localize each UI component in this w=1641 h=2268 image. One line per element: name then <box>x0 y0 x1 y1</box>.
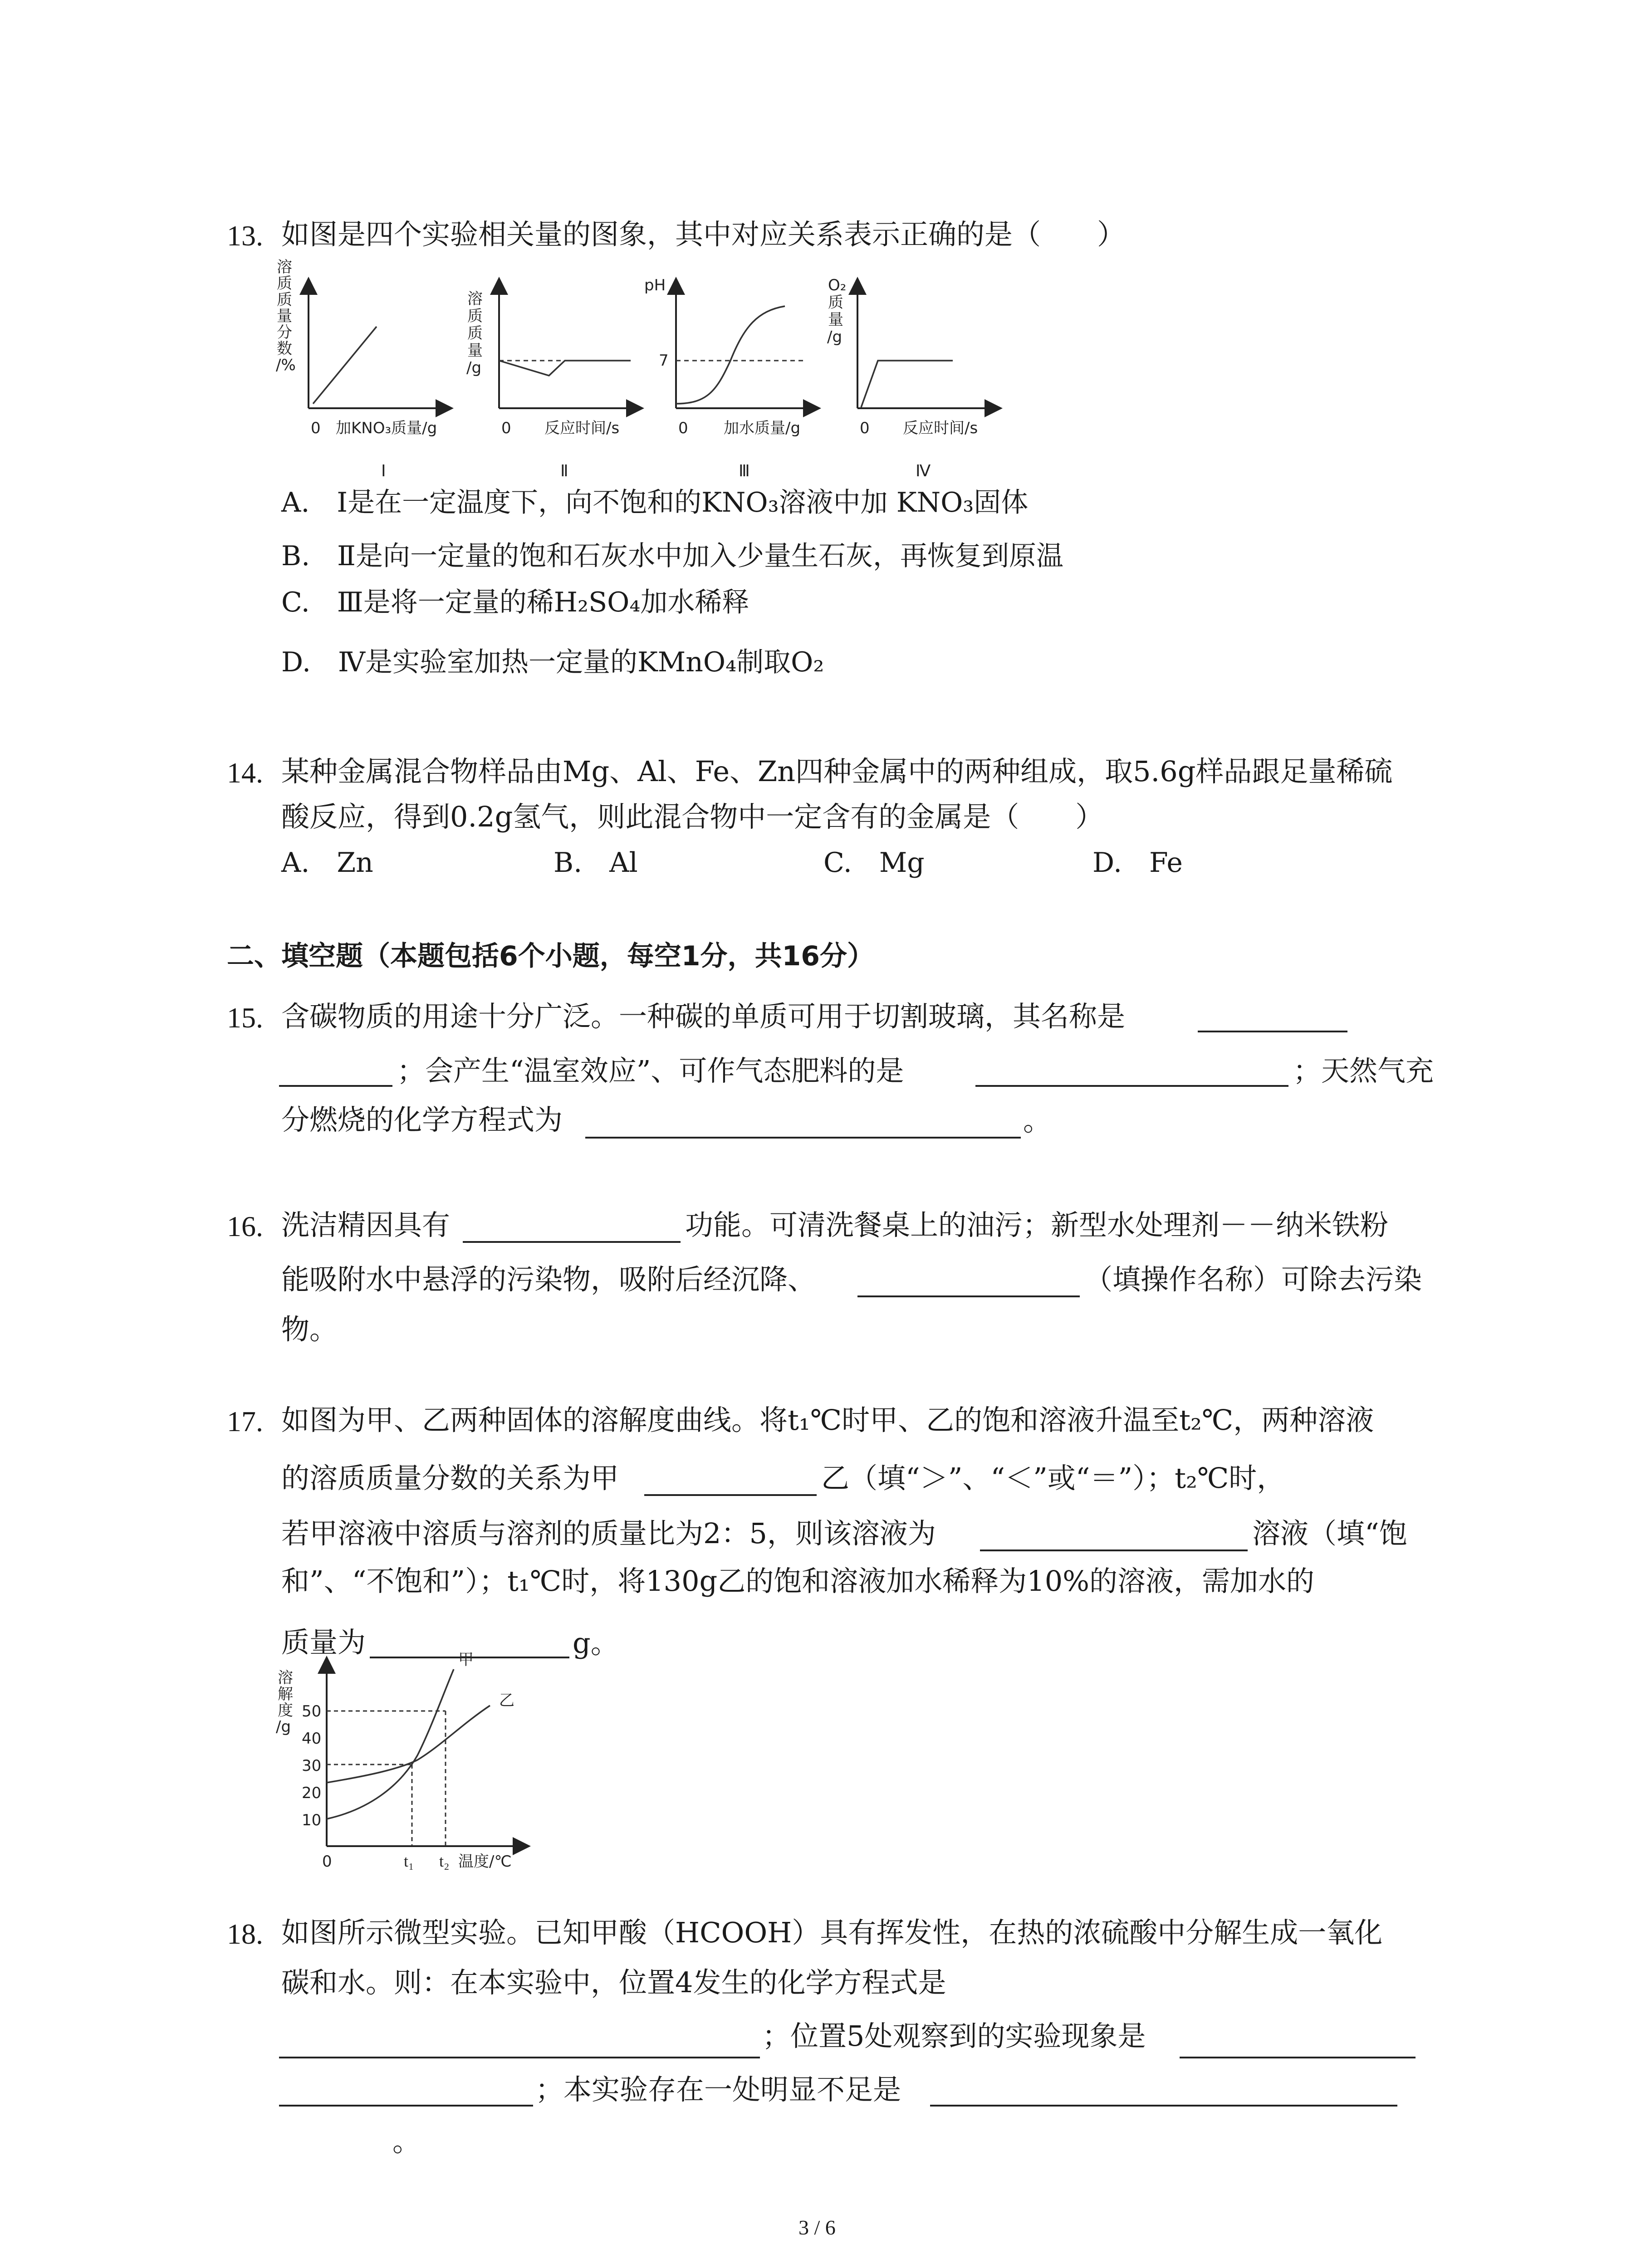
chart-ytick-50: 50 <box>302 1702 322 1721</box>
q16-line2a: 能吸附水中悬浮的污染物，吸附后经沉降、 <box>281 1263 816 1296</box>
q16-line1a: 洗洁精因具有 <box>281 1208 451 1242</box>
graph-3-ylabel: pH <box>644 276 666 294</box>
q18-line2: 碳和水。则：在本实验中，位置4发生的化学方程式是 <box>281 1966 946 1999</box>
q15-line2b: ；天然气充 <box>1293 1054 1434 1087</box>
q18-blank-3[interactable] <box>930 2105 1397 2107</box>
q13-option-b: B. Ⅱ是向一定量的饱和石灰水中加入少量生石灰，再恢复到原温 <box>281 540 1063 572</box>
graph-4-ylabel: O₂ 质量/g <box>827 276 847 346</box>
label-jia: 甲 <box>458 1651 474 1669</box>
graph-3 <box>644 276 812 480</box>
graph-1-roman: Ⅰ <box>381 462 386 480</box>
graph-2 <box>466 286 635 480</box>
graph-1-xlabel: 加KNO₃质量/g <box>336 419 437 437</box>
graph-1-ylabel: 溶质质量分数/% <box>276 258 296 374</box>
q13-option-d: D. Ⅳ是实验室加热一定量的KMnO₄制取O₂ <box>281 646 824 678</box>
chart-xtick-t2: t₂ <box>439 1852 450 1870</box>
q17-solubility-chart <box>268 1651 549 1869</box>
graph-1 <box>276 258 445 480</box>
page-number: 3 / 6 <box>798 2216 836 2239</box>
chart-ytick-10: 10 <box>302 1811 322 1829</box>
q18-line1: 如图所示微型实验。已知甲酸（HCOOH）具有挥发性，在热的浓硫酸中分解生成一氧化 <box>281 1916 1383 1949</box>
graph-1-origin: 0 <box>311 419 321 437</box>
q13-figure <box>272 258 1007 485</box>
graph-2-origin: 0 <box>501 419 511 437</box>
q14-option-c: C. Mg <box>823 847 925 879</box>
q15-line1: 含碳物质的用途十分广泛。一种碳的单质可用于切割玻璃，其名称是 <box>281 1000 1126 1033</box>
graph-2-roman: Ⅱ <box>560 462 568 480</box>
chart-ytick-30: 30 <box>302 1757 322 1775</box>
chart-origin: 0 <box>322 1853 332 1871</box>
q13-stem: 如图是四个实验相关量的图象，其中对应关系表示正确的是（ ） <box>281 218 1126 251</box>
q13-number: 13. <box>227 220 263 252</box>
q18-blank-1[interactable] <box>279 2057 760 2058</box>
graph-2-curve <box>499 361 631 376</box>
q18-number: 18. <box>227 1918 263 1950</box>
q18-blank-2[interactable] <box>1180 2057 1416 2058</box>
q17-blank-1[interactable] <box>644 1494 817 1496</box>
label-yi: 乙 <box>499 1691 514 1710</box>
graph-2-ylabel: 溶质质量/g <box>466 290 483 377</box>
chart-xtick-t1: t₁ <box>404 1852 414 1870</box>
chart-xlabel: 温度/℃ <box>458 1853 512 1871</box>
graph-4 <box>827 276 994 480</box>
q14-line2: 酸反应，得到0.2g氢气，则此混合物中一定含有的金属是（ ） <box>281 800 1104 833</box>
q16-line2b: （填操作名称）可除去污染 <box>1084 1263 1422 1296</box>
q15-line3a: 分燃烧的化学方程式为 <box>281 1103 563 1136</box>
graph-4-origin: 0 <box>860 419 870 437</box>
chart-ylabel: 溶解度/g <box>276 1669 293 1736</box>
q16-blank-1[interactable] <box>463 1241 681 1243</box>
q17-line2b: 乙（填“＞”、“＜”或“＝”）；t₂℃时， <box>821 1461 1285 1495</box>
q18-line5: 。 <box>392 2125 421 2158</box>
graph-3-curve <box>676 306 785 404</box>
graph-3-xlabel: 加水质量/g <box>724 419 801 437</box>
q14-number: 14. <box>227 757 263 789</box>
q17-number: 17. <box>227 1405 263 1437</box>
graph-4-curve <box>861 361 953 407</box>
graph-4-roman: Ⅳ <box>916 462 931 480</box>
q14-line1: 某种金属混合物样品由Mg、Al、Fe、Zn四种金属中的两种组成，取5.6g样品跟足量稀硫 <box>281 755 1393 788</box>
q17-line5b: g。 <box>573 1627 619 1660</box>
q17-line5a: 质量为 <box>281 1626 366 1659</box>
q17-line3b: 溶液（填“饱 <box>1252 1517 1407 1550</box>
q17-blank-2[interactable] <box>980 1549 1248 1551</box>
curve-jia <box>327 1669 454 1819</box>
q18-line4a: ；本实验存在一处明显不足是 <box>535 2073 901 2106</box>
q18-line3a: ；位置5处观察到的实验现象是 <box>762 2019 1146 2053</box>
graph-1-curve <box>313 327 377 404</box>
q15-blank-3[interactable] <box>585 1137 1021 1139</box>
q14-option-d: D. Fe <box>1092 847 1183 879</box>
chart-ytick-20: 20 <box>302 1784 322 1802</box>
q15-blank-1[interactable] <box>1198 1031 1347 1032</box>
q17-line1: 如图为甲、乙两种固体的溶解度曲线。将t₁℃时甲、乙的饱和溶液升温至t₂℃，两种溶液 <box>281 1403 1374 1437</box>
q16-line3: 物。 <box>281 1313 338 1346</box>
q14-option-b: B. Al <box>554 847 638 879</box>
q15-blank-2[interactable] <box>975 1085 1288 1087</box>
q14-option-a: A. Zn <box>281 847 373 879</box>
q15-blank-1-cont[interactable] <box>279 1085 392 1087</box>
q13-option-a: A. Ⅰ是在一定温度下，向不饱和的KNO₃溶液中加 KNO₃固体 <box>281 487 1029 518</box>
q17-line3a: 若甲溶液中溶质与溶剂的质量比为2：5，则该溶液为 <box>281 1517 936 1550</box>
q13-option-c: C. Ⅲ是将一定量的稀H₂SO₄加水稀释 <box>281 587 749 618</box>
curve-yi <box>327 1706 490 1783</box>
q15-line3b: 。 <box>1023 1104 1052 1137</box>
graph-2-xlabel: 反应时间/s <box>544 419 620 437</box>
q15-number: 15. <box>227 1002 263 1034</box>
q16-blank-2[interactable] <box>857 1295 1080 1297</box>
graph-3-tick: 7 <box>659 352 669 370</box>
graph-4-xlabel: 反应时间/s <box>903 419 978 437</box>
q17-line4: 和”、“不饱和”）；t₁℃时，将130g乙的饱和溶液加水稀释为10%的溶液，需加水的 <box>281 1564 1315 1598</box>
q16-number: 16. <box>227 1210 263 1242</box>
q16-line1b: 功能。可清洗餐桌上的油污；新型水处理剂－－纳米铁粉 <box>685 1208 1389 1242</box>
section-heading: 二、填空题（本题包括6个小题，每空1分，共16分） <box>227 940 874 972</box>
graph-3-roman: Ⅲ <box>739 462 750 480</box>
q17-line2a: 的溶质质量分数的关系为甲 <box>281 1461 619 1495</box>
chart-ytick-40: 40 <box>302 1730 322 1748</box>
q15-line2a: ；会产生“温室效应”、可作气态肥料的是 <box>397 1054 904 1087</box>
q18-blank-2-cont[interactable] <box>279 2105 533 2107</box>
graph-3-origin: 0 <box>678 419 688 437</box>
